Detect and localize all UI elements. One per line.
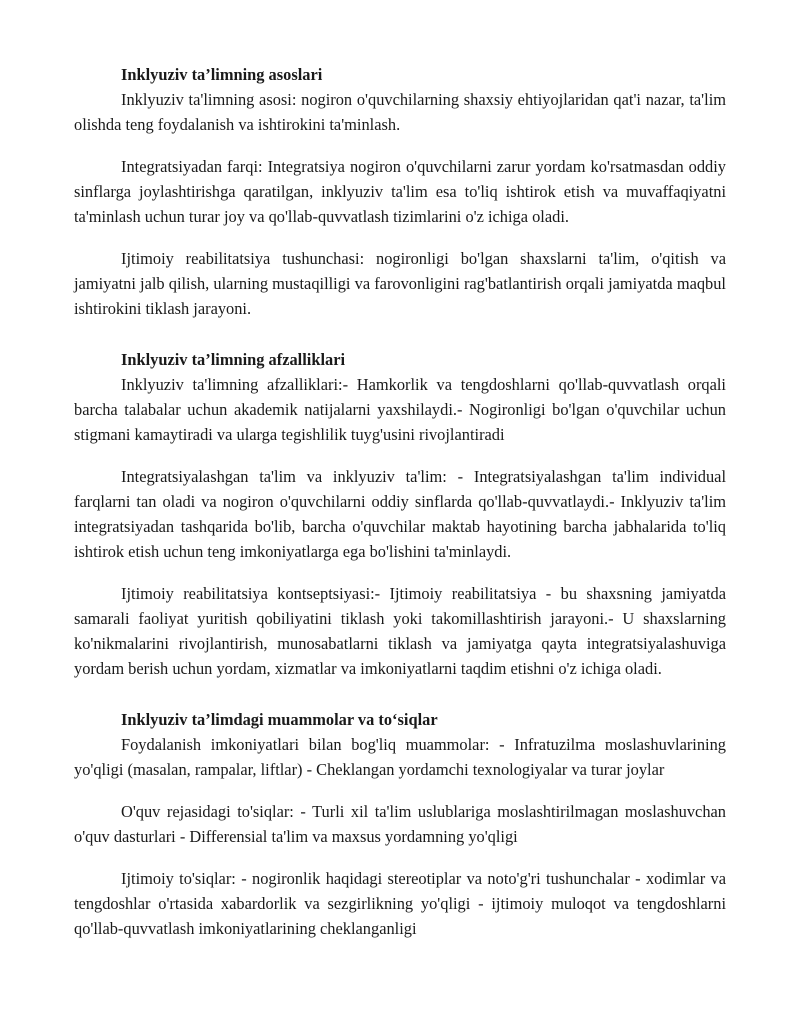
paragraph: Inklyuziv ta'limning afzalliklari:- Hamkorlik va tengdoshlarni qo'llab-quvvatlash orqali barcha talabalar uchun akademik natijalarni yaxshilaydi.- Nogironligi bo'lgan o'quvchilar uchun stigmani kamaytiradi va ularga tegishlilik tuyg'usini rivojlantiradi (74, 375, 726, 444)
section-asoslari (74, 62, 726, 321)
section-spacer (74, 698, 726, 707)
section-spacer (74, 338, 726, 347)
paragraph: Inklyuziv ta'limning asosi: nogiron o'quvchilarning shaxsiy ehtiyojlaridan qat'i nazar, ta'lim olishda teng foydalanish va ishtirokini ta'minlash. (74, 90, 726, 134)
paragraph: Foydalanish imkoniyatlari bilan bog'liq muammolar: - Infratuzilma moslashuvlarining yo'qligi (masalan, rampalar, liftlar) - Cheklangan yordamchi texnologiyalar va turar joylar (74, 735, 726, 779)
section-heading: Inklyuziv ta’limning asoslari (121, 65, 323, 84)
section-afzalliklari (74, 347, 726, 681)
paragraph: Integratsiyalashgan ta'lim va inklyuziv ta'lim: - Integratsiyalashgan ta'lim individual farqlarni tan oladi va nogiron o'quvchilarni oddiy sinflarda qo'llab-quvvatlaydi.- Inklyuziv ta'lim integratsiyadan tashqarida bo'lib, barcha o'quvchilar maktab hayotining barcha jabhalarida to'liq ishtirok etish uchun teng imkoniyatlarga ega bo'lishini ta'minlaydi. (74, 467, 726, 561)
paragraph: Ijtimoiy to'siqlar: - nogironlik haqidagi stereotiplar va noto'g'ri tushunchalar - xodimlar va tengdoshlar o'rtasida xabardorlik va sezgirlikning yo'qligi - ijtimoiy muloqot va tengdoshlarni qo'llab-quvvatlash imkoniyatlarining cheklanganligi (74, 869, 726, 938)
document-page (74, 62, 726, 958)
section-muammolar (74, 707, 726, 941)
paragraph: O'quv rejasidagi to'siqlar: - Turli xil ta'lim uslublariga moslashtirilmagan moslashuvchan o'quv dasturlari - Differensial ta'lim va maxsus yordamning yo'qligi (74, 802, 726, 846)
section-heading: Inklyuziv ta’limdagi muammolar va to‘siqlar (121, 710, 438, 729)
paragraph: Ijtimoiy reabilitatsiya tushunchasi: nogironligi bo'lgan shaxslarni ta'lim, o'qitish va jamiyatni jalb qilish, ularning mustaqilligi va farovonligini rag'batlantirish orqali jamiyatda maqbul ishtirokini tiklash jarayoni. (74, 249, 726, 318)
paragraph: Ijtimoiy reabilitatsiya kontseptsiyasi:- Ijtimoiy reabilitatsiya - bu shaxsning jamiyatda samarali faoliyat yuritish qobiliyatini tiklash yoki takomillashtirish jarayoni.- U shaxslarning ko'nikmalarini rivojlantirish, munosabatlarni tiklash va jamiyatga qayta integratsiyalashuviga yordam berish uchun yordam, xizmatlar va imkoniyatlarni taqdim etishni o'z ichiga oladi. (74, 584, 726, 678)
paragraph: Integratsiyadan farqi: Integratsiya nogiron o'quvchilarni zarur yordam ko'rsatmasdan oddiy sinflarga joylashtirishga qaratilgan, inklyuziv ta'lim esa to'liq ishtirok etish va muvaffaqiyatni ta'minlash uchun turar joy va qo'llab-quvvatlash tizimlarini o'z ichiga oladi. (74, 157, 726, 226)
section-heading: Inklyuziv ta’limning afzalliklari (121, 350, 346, 369)
